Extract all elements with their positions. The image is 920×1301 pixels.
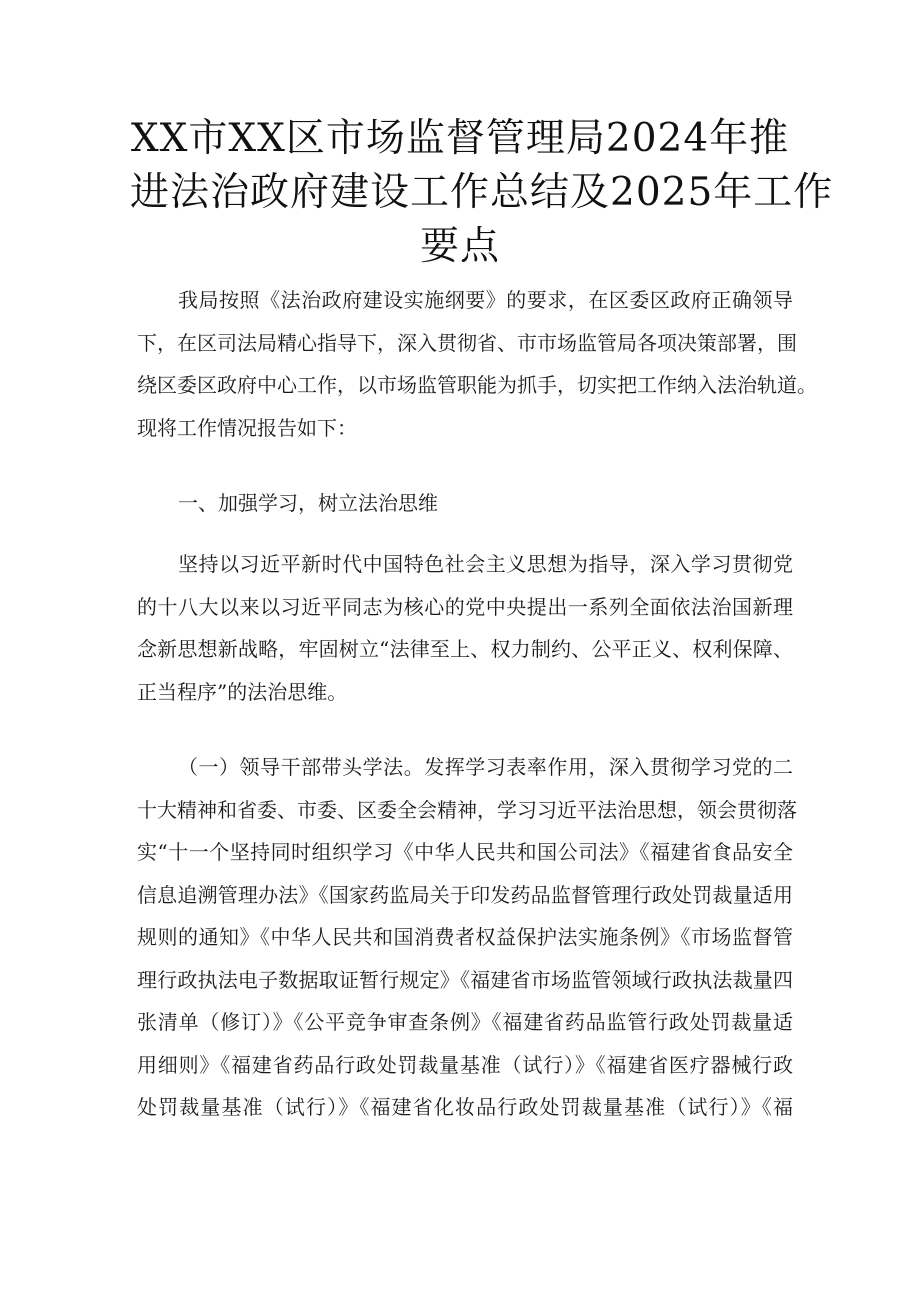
paragraph-line: 处罚裁量基准（试行）》《福建省化妆品行政处罚裁量基准（试行）》《福 [137,1095,793,1119]
intro-paragraph [137,279,817,449]
paragraph-line: 我局按照《法治政府建设实施纲要》的要求，在区委区政府正确领导 [178,288,793,312]
paragraph-line: 十大精神和省委、市委、区委全会精神，学习习近平法治思想，领会贯彻落 [137,797,797,822]
paragraph-line: 念新思想新战略，牢固树立“法律至上、权力制约、公平正义、权利保障、 [137,637,793,661]
paragraph-line: 用细则》《福建省药品行政处罚裁量基准（试行）》《福建省医疗器械行政 [137,1052,793,1077]
paragraph-line: 绕区委区政府中心工作，以市场监管职能为抓手，切实把工作纳入法治轨道。 [137,373,817,397]
subsection1-paragraph [137,746,797,1129]
title-line: 要点 [419,224,500,269]
paragraph-line: 规则的通知》《中华人民共和国消费者权益保护法实施条例》《市场监督管 [137,925,793,949]
document-title [130,112,834,274]
section-heading-text: 一、加强学习，树立法治思维 [178,491,438,515]
paragraph-line: 的十八大以来以习近平同志为核心的党中央提出一系列全面依法治国新理 [137,594,793,619]
paragraph-line: 正当程序”的法治思维。 [137,679,348,704]
paragraph-line: 现将工作情况报告如下： [137,415,357,440]
paragraph-line: 信息追溯管理办法》《国家药监局关于印发药品监督管理行政处罚裁量适用 [137,882,793,907]
title-line: XX市XX区市场监督管理局2024年推 [130,116,790,161]
paragraph-line: 理行政执法电子数据取证暂行规定》《福建省市场监管领域行政执法裁量四 [137,967,793,992]
section-heading [137,482,793,525]
paragraph-line: 下，在区司法局精心指导下，深入贯彻省、市市场监管局各项决策部署，围 [137,330,797,355]
paragraph-line: 张清单（修订）》《公平竞争审查条例》《福建省药品监管行政处罚裁量适 [137,1010,793,1034]
title-line: 进法治政府建设工作总结及2025年工作 [130,170,834,215]
paragraph-line: （一）领导干部带头学法。发挥学习表率作用，深入贯彻学习党的二 [178,755,793,779]
paragraph-line: 实“十一个坚持同时组织学习《中华人民共和国公司法》《福建省食品安全 [137,840,793,864]
section1-paragraph [137,543,793,713]
paragraph-line: 坚持以习近平新时代中国特色社会主义思想为指导，深入学习贯彻党 [178,552,793,576]
